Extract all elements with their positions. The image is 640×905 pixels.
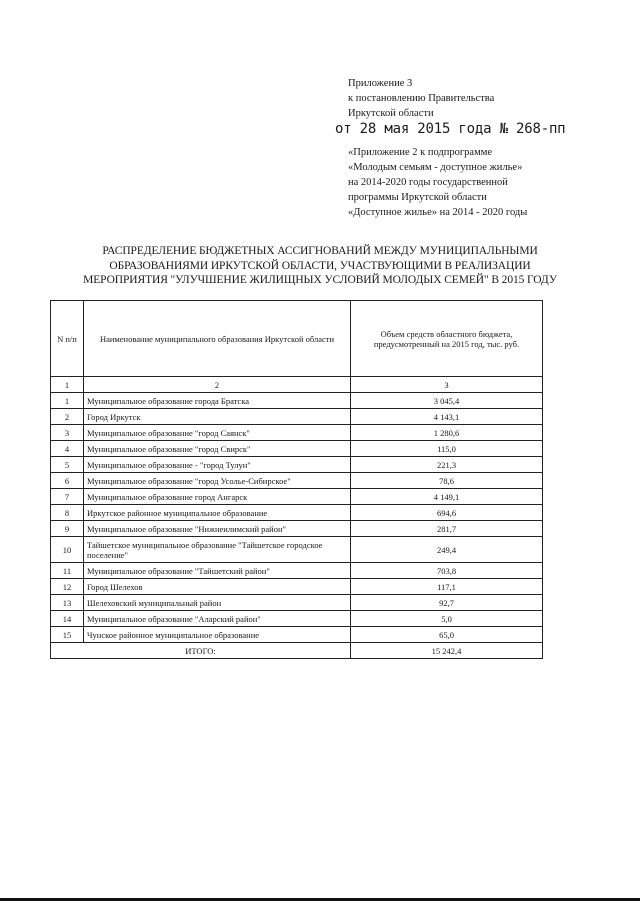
row-municipality: Муниципальное образование "город Усолье-Сибирское" xyxy=(84,473,351,489)
row-municipality: Муниципальное образование "город Саянск" xyxy=(84,425,351,441)
row-number: 1 xyxy=(51,393,84,409)
table-row xyxy=(51,393,543,409)
row-amount: 694,6 xyxy=(351,505,543,521)
table-row xyxy=(51,457,543,473)
row-municipality: Иркутское районное муниципальное образование xyxy=(84,505,351,521)
appendix-line-2: к постановлению Правительства xyxy=(348,93,495,104)
table-row xyxy=(51,489,543,505)
bottom-scan-edge xyxy=(0,898,640,901)
row-number: 13 xyxy=(51,595,84,611)
row-amount: 78,6 xyxy=(351,473,543,489)
row-number: 2 xyxy=(51,409,84,425)
row-number: 10 xyxy=(51,537,84,563)
row-municipality: Муниципальное образование "Тайшетский район" xyxy=(84,563,351,579)
row-number: 4 xyxy=(51,441,84,457)
title-line-1: РАСПРЕДЕЛЕНИЕ БЮДЖЕТНЫХ АССИГНОВАНИЙ МЕЖДУ МУНИЦИПАЛЬНЫМИ xyxy=(102,245,538,257)
row-municipality: Муниципальное образование "Нижнеилимский район" xyxy=(84,521,351,537)
title-line-2: ОБРАЗОВАНИЯМИ ИРКУТСКОЙ ОБЛАСТИ, УЧАСТВУЮЩИМИ В РЕАЛИЗАЦИИ xyxy=(109,259,531,272)
table-row xyxy=(51,441,543,457)
header-number: N п/п xyxy=(51,301,84,377)
row-municipality: Муниципальное образование "Аларский район" xyxy=(84,611,351,627)
row-number: 5 xyxy=(51,457,84,473)
total-row xyxy=(51,643,543,659)
title-line-3: МЕРОПРИЯТИЯ "УЛУЧШЕНИЕ ЖИЛИЩНЫХ УСЛОВИЙ МОЛОДЫХ СЕМЕЙ" В 2015 ГОДУ xyxy=(83,274,557,286)
row-amount: 249,4 xyxy=(351,537,543,563)
row-municipality: Муниципальное образование город Ангарск xyxy=(84,489,351,505)
row-amount: 4 149,1 xyxy=(351,489,543,505)
table-row xyxy=(51,595,543,611)
table-header-row xyxy=(51,301,543,377)
table-row xyxy=(51,579,543,595)
row-amount: 65,0 xyxy=(351,627,543,643)
table-row xyxy=(51,473,543,489)
total-amount: 15 242,4 xyxy=(351,643,543,659)
row-amount: 115,0 xyxy=(351,441,543,457)
row-municipality: Город Иркутск xyxy=(84,409,351,425)
row-number: 15 xyxy=(51,627,84,643)
header-municipality: Наименование муниципального образования Иркутской области xyxy=(84,301,351,377)
row-municipality: Город Шелехов xyxy=(84,579,351,595)
row-number: 6 xyxy=(51,473,84,489)
table-row xyxy=(51,505,543,521)
appendix-header xyxy=(348,76,494,121)
column-number-1: 1 xyxy=(51,377,84,393)
header-amount: Объем средств областного бюджета, предусмотренный на 2015 год, тыс. руб. xyxy=(351,301,543,377)
row-municipality: Муниципальное образование - "город Тулун" xyxy=(84,457,351,473)
row-amount: 1 280,6 xyxy=(351,425,543,441)
table-row xyxy=(51,521,543,537)
row-amount: 281,7 xyxy=(351,521,543,537)
row-number: 11 xyxy=(51,563,84,579)
row-municipality: Шелеховский муниципальный район xyxy=(84,595,351,611)
table-row xyxy=(51,537,543,563)
row-municipality: Муниципальное образование города Братска xyxy=(84,393,351,409)
table-row xyxy=(51,627,543,643)
row-amount: 3 045,4 xyxy=(351,393,543,409)
row-number: 7 xyxy=(51,489,84,505)
row-amount: 703,8 xyxy=(351,563,543,579)
row-amount: 117,1 xyxy=(351,579,543,595)
subappendix-line-5: «Доступное жилье» на 2014 - 2020 годы xyxy=(348,207,528,218)
row-number: 3 xyxy=(51,425,84,441)
row-amount: 4 143,1 xyxy=(351,409,543,425)
subappendix-line-4: программы Иркутской области xyxy=(348,192,487,203)
subappendix-line-2: «Молодым семьям - доступное жилье» xyxy=(348,162,523,173)
row-amount: 221,3 xyxy=(351,457,543,473)
table-row xyxy=(51,611,543,627)
column-number-2: 2 xyxy=(84,377,351,393)
row-municipality: Муниципальное образование "город Свирск" xyxy=(84,441,351,457)
appendix-line-3: Иркутской области xyxy=(348,108,434,119)
column-number-3: 3 xyxy=(351,377,543,393)
table-row xyxy=(51,409,543,425)
row-amount: 5,0 xyxy=(351,611,543,627)
resolution-date-stamp: от 28 мая 2015 года № 268-пп xyxy=(335,121,566,137)
row-number: 9 xyxy=(51,521,84,537)
document-title xyxy=(40,244,600,288)
row-number: 8 xyxy=(51,505,84,521)
total-label: ИТОГО: xyxy=(51,643,351,659)
subprogram-appendix-note xyxy=(348,145,527,220)
row-number: 14 xyxy=(51,611,84,627)
subappendix-line-1: «Приложение 2 к подпрограмме xyxy=(348,147,493,158)
row-municipality: Тайшетское муниципальное образование "Тайшетское городское поселение" xyxy=(84,537,351,563)
table-row xyxy=(51,425,543,441)
row-number: 12 xyxy=(51,579,84,595)
table-row xyxy=(51,563,543,579)
subappendix-line-3: на 2014-2020 годы государственной xyxy=(348,177,508,188)
appendix-line-1: Приложение 3 xyxy=(348,78,413,89)
column-number-row xyxy=(51,377,543,393)
row-amount: 92,7 xyxy=(351,595,543,611)
row-municipality: Чунское районное муниципальное образование xyxy=(84,627,351,643)
budget-allocation-table xyxy=(50,300,543,659)
